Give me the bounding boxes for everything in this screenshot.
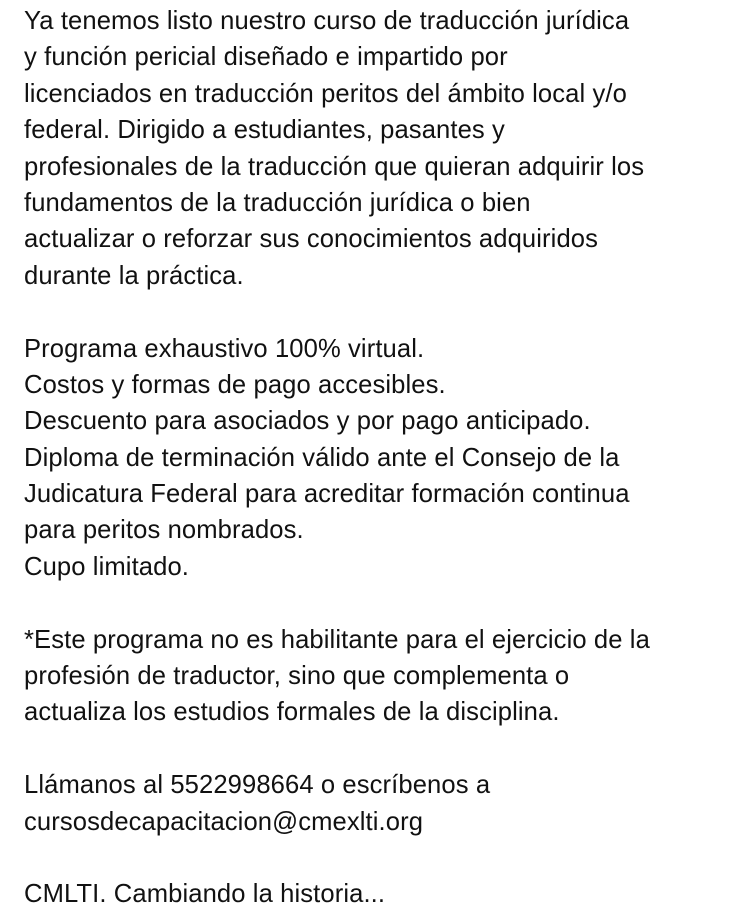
disclaimer-paragraph	[24, 622, 744, 731]
post-body	[24, 3, 744, 913]
features-paragraph	[24, 331, 744, 586]
paragraph-gap	[24, 294, 744, 330]
text-line: actualizar o reforzar sus conocimientos adquiridos	[24, 225, 599, 254]
text-line: licenciados en traducción peritos del ámbito local y/o	[24, 79, 627, 108]
disclaimer-line: profesión de traductor, sino que complementa o	[24, 662, 570, 691]
paragraph-gap	[24, 585, 744, 621]
feature-line: Diploma de terminación válido ante el Consejo de la	[24, 443, 620, 472]
feature-line: Costos y formas de pago accesibles.	[24, 370, 446, 399]
disclaimer-line: *Este programa no es habilitante para el ejercicio de la	[24, 625, 650, 654]
text-line: durante la práctica.	[24, 261, 244, 290]
text-line: Ya tenemos listo nuestro curso de traducción jurídica	[24, 7, 630, 35]
feature-line: Descuento para asociados y por pago anticipado.	[24, 407, 591, 436]
disclaimer-line: actualiza los estudios formales de la disciplina.	[24, 698, 560, 727]
paragraph-gap	[24, 840, 744, 876]
feature-line: para peritos nombrados.	[24, 516, 304, 545]
text-line: y función pericial diseñado e impartido por	[24, 43, 508, 72]
contact-paragraph	[24, 767, 744, 840]
feature-line: Judicatura Federal para acreditar formación continua	[24, 480, 630, 509]
text-line: federal. Dirigido a estudiantes, pasantes y	[24, 116, 505, 145]
contact-phone-line: Llámanos al 5522998664 o escríbenos a	[24, 771, 491, 800]
intro-paragraph	[24, 3, 744, 294]
feature-line: Cupo limitado.	[24, 552, 189, 581]
signoff-paragraph	[24, 876, 744, 912]
text-line: profesionales de la traducción que quieran adquirir los	[24, 152, 645, 181]
text-line: fundamentos de la traducción jurídica o bien	[24, 188, 531, 217]
signoff-line: CMLTI. Cambiando la historia...	[24, 880, 386, 909]
feature-line: Programa exhaustivo 100% virtual.	[24, 334, 425, 363]
contact-email-line: cursosdecapacitacion@cmexlti.org	[24, 807, 424, 836]
paragraph-gap	[24, 731, 744, 767]
